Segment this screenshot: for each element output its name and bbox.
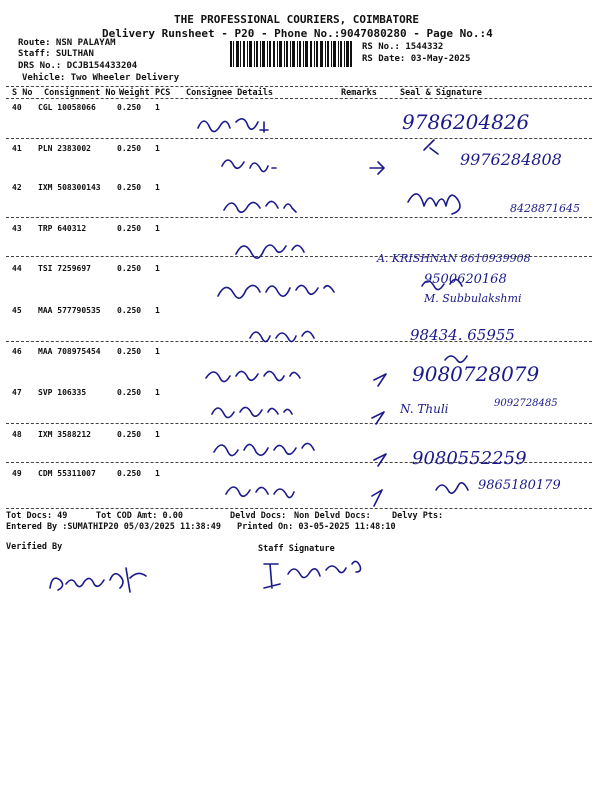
staff-signature (258, 556, 398, 596)
row-sno: 41 (12, 144, 22, 153)
row-pcs: 1 (155, 347, 160, 356)
phone-40: 9786204826 (402, 110, 530, 134)
row-pcs: 1 (155, 306, 160, 315)
row-weight: 0.250 (117, 264, 142, 273)
row-sno: 43 (12, 224, 22, 233)
row-sno: 48 (12, 430, 22, 439)
phone-47: 9092728485 (494, 398, 558, 409)
phone-48: 9080552259 (412, 448, 527, 469)
row-consignment: IXM 508300143 (38, 183, 101, 192)
row-consignment: TSI 7259697 (38, 264, 91, 273)
row-sno: 47 (12, 388, 22, 397)
tot-cod-amt: Tot COD Amt: 0.00 (96, 511, 183, 521)
delvd-docs: Delvd Docs: (230, 511, 287, 521)
row-sno: 45 (12, 306, 22, 315)
row-pcs: 1 (155, 183, 160, 192)
row-pcs: 1 (155, 144, 160, 153)
phone-49: 9865180179 (478, 478, 561, 493)
row-consignment: IXM 3588212 (38, 430, 91, 439)
col-sno: S No (12, 88, 33, 98)
row-consignment: CDM 55311007 (38, 469, 96, 478)
phone-46: 9080728079 (412, 362, 540, 386)
row-sno: 49 (12, 469, 22, 478)
row-consignment: PLN 2383002 (38, 144, 91, 153)
row-sno: 42 (12, 183, 22, 192)
row-pcs: 1 (155, 224, 160, 233)
tot-docs: Tot Docs: 49 (6, 511, 68, 521)
verified-by-label: Verified By (6, 542, 63, 552)
entered-by: Entered By :SUMATHIP20 05/03/2025 11:38:49 (6, 522, 221, 532)
row-weight: 0.250 (117, 347, 142, 356)
route-label: Route: NSN PALAYAM (18, 38, 116, 48)
row-weight: 0.250 (117, 144, 142, 153)
verified-signature (44, 560, 174, 600)
name-45: M. Subbulakshmi (424, 292, 522, 305)
col-consignment: Consignment No (44, 88, 116, 98)
footer-rule (6, 508, 592, 509)
col-weight: Weight (119, 88, 150, 98)
row-weight: 0.250 (117, 469, 142, 478)
non-delvd-docs: Non Delvd Docs: (294, 511, 371, 521)
row-weight: 0.250 (117, 388, 142, 397)
rs-number: RS No.: 1544332 (362, 42, 444, 52)
row-consignment: SVP 106335 (38, 388, 87, 397)
col-pcs: PCS (155, 88, 171, 98)
phone-44: 9500620168 (424, 272, 507, 287)
col-consignee: Consignee Details (186, 88, 273, 98)
row-sno: 46 (12, 347, 22, 356)
phone-42: 8428871645 (510, 202, 580, 215)
row-pcs: 1 (155, 103, 160, 112)
phone-41: 9976284808 (460, 150, 562, 169)
row-weight: 0.250 (117, 306, 142, 315)
row-pcs: 1 (155, 388, 160, 397)
row-consignment: CGL 10058066 (38, 103, 96, 112)
name-47: N. Thuli (400, 402, 449, 416)
staff-signature-label: Staff Signature (258, 544, 335, 554)
row-sno: 40 (12, 103, 22, 112)
row-sno: 44 (12, 264, 22, 273)
row-weight: 0.250 (117, 224, 142, 233)
row-weight: 0.250 (117, 103, 142, 112)
phone-45: 98434. 65955 (410, 326, 515, 344)
col-remarks: Remarks (341, 88, 377, 98)
runsheet-subtitle: Delivery Runsheet - P20 - Phone No.:9047080280 - Page No.:4 (102, 27, 493, 40)
row-consignment: MAA 577790535 (38, 306, 101, 315)
row-pcs: 1 (155, 469, 160, 478)
row-weight: 0.250 (117, 183, 142, 192)
row-pcs: 1 (155, 430, 160, 439)
rs-date: RS Date: 03-May-2025 (362, 54, 471, 64)
vehicle-label: Vehicle: Two Wheeler Delivery (22, 73, 180, 83)
printed-on: Printed On: 03-05-2025 11:48:10 (237, 522, 396, 532)
row-consignment: TRP 640312 (38, 224, 87, 233)
col-seal: Seal & Signature (400, 88, 482, 98)
staff-label: Staff: SULTHAN (18, 49, 94, 59)
delvy-pts: Delvy Pts: (392, 511, 444, 521)
company-title: THE PROFESSIONAL COURIERS, COIMBATORE (174, 13, 420, 26)
row-pcs: 1 (155, 264, 160, 273)
row-consignment: MAA 708975454 (38, 347, 101, 356)
drs-label: DRS No.: DCJB154433204 (18, 61, 138, 71)
name-44: A. KRISHNAN 8610939908 (377, 252, 531, 265)
row-weight: 0.250 (117, 430, 142, 439)
